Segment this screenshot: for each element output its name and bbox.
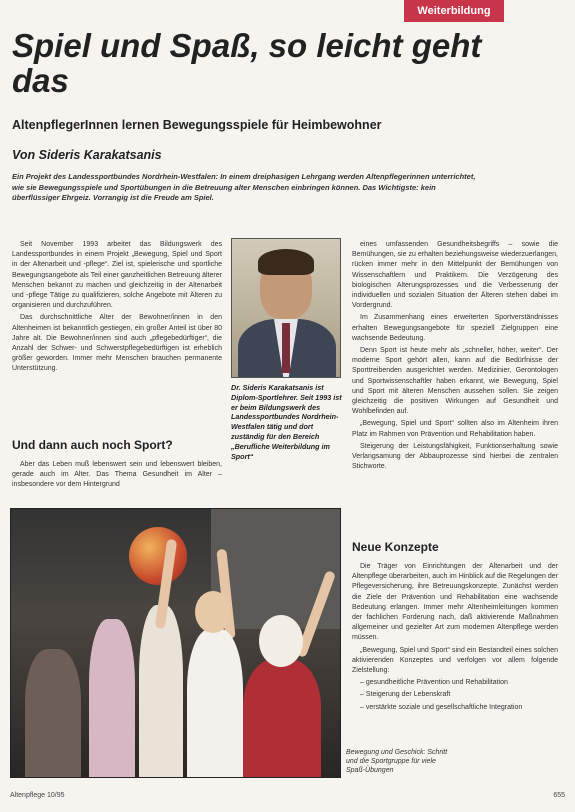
paragraph: eines umfassenden Gesundheitsbegriffs – sowie die Bemühungen, sie zu erhalten beziehungsweise wiederzuerlangen, rücken immer mehr in den Mittelpunkt der Bemühungen von Wissenschaftlern und Praktikern. Die Verzögerung des biologischen Alterungsprozesses und die Verbesserung der individuellen und sozialen Situation der Älteren stehen dabei im Vordergrund.: [352, 241, 558, 310]
column-right: [352, 240, 558, 474]
paragraph: Das durchschnittliche Alter der Bewohner/innen in den Altenheimen ist bekanntlich gestiegen, ein großer Anteil ist über 80 Jahre alt. Die Bewohner/innen sind auch „pflegebedürftiger“, die Anzahl der Schwer- und Schwerstpflegebedürftigen ist erheblich größer geworden. Immer mehr Menschen brauchen permanente Unterstützung.: [12, 314, 222, 373]
paragraph: Seit November 1993 arbeitet das Bildungswerk des Landessportbundes in einem Projekt „Bewegung, Spiel und Sport in der Altenarbeit und -pflege“. Ziel ist, spielerische und sportliche Bewegungsangebote als Teil einer ganzheitlichen Betreuung älterer Menschen bekannt zu machen und gleichzeitig in der Altenarbeit und -pflege Tätige zu qualifizieren, solche Angebote mit Älteren zu organisieren und durchzuführen.: [12, 241, 222, 310]
corner-bar: [504, 0, 575, 22]
photo-head: [195, 591, 231, 633]
paragraph: Aber das Leben muß lebenswert sein und lebenswert bleiben, gerade auch im Alter. Das Thema Gesundheit im Alter – insbesondere vor dem Hintergrund: [12, 461, 222, 489]
photo-person: [243, 659, 321, 778]
list-item: – verstärkte soziale und gesellschaftliche Integration: [360, 703, 523, 711]
photo-head: [259, 615, 303, 667]
paragraph: Die Träger von Einrichtungen der Altenarbeit und der Altenpflege überarbeiten, auch im Hinblick auf die Regelungen der Pflegeversicherung, ihre Betreuungskonzepte. Zunächst werden die Ziele der Prävention und Rehabilitation eine wachsende Bedeutung erlangen. Immer mehr Altenheimleitungen kommen der fachlichen Forderung nach, daß aktivierende Maßnahmen allgemeiner und gezielter Art zum modernen Altenpflege werden müssen.: [352, 563, 558, 642]
paragraph: „Bewegung, Spiel und Sport“ sollten also im Altenheim ihren Platz im Rahmen von Prävention und Rehabilitation haben.: [352, 420, 558, 438]
column-right-continued: [352, 562, 558, 715]
portrait-tie: [282, 323, 290, 373]
headline: Spiel und Spaß, so leicht geht das: [12, 27, 482, 99]
photo-ball: [129, 527, 187, 585]
subheadline: AltenpflegerInnen lernen Bewegungsspiele für Heimbewohner: [12, 118, 382, 132]
column-left-continued: [12, 460, 222, 493]
list-item: – gesundheitliche Prävention und Rehabilitation: [360, 679, 508, 687]
photo-person: [187, 629, 243, 778]
section-heading-konzepte: Neue Konzepte: [352, 540, 439, 554]
section-tab: Weiterbildung: [404, 0, 504, 22]
byline: Von Sideris Karakatsanis: [12, 148, 162, 162]
paragraph: „Bewegung, Spiel und Sport“ sind ein Bestandteil eines solchen aktivierenden Konzeptes und verfolgen vor allem folgende Zielstellung:: [352, 646, 558, 675]
page-number: 655: [553, 792, 565, 799]
photo-person: [25, 649, 81, 778]
paragraph: Denn Sport ist heute mehr als „schneller, höher, weiter“. Der moderne Sport gehört allen, kann auf die Bedürfnisse der Sporttreibenden ausgerichtet werden. Medizinier, Gerontologen und Sportwissenschaftler haben erkannt, wie Bewegung, Spiel und Sport mit älteren Menschen aussehen sollen. Sie zeigen gleichzeitig die positiven Wirkungen auf Gesundheit und Wohlbefinden auf.: [352, 347, 558, 416]
photo-person: [139, 605, 183, 778]
section-heading-sport: Und dann auch noch Sport?: [12, 438, 173, 452]
list-item: – Steigerung der Lebenskraft: [360, 691, 451, 699]
teaser: Ein Projekt des Landessportbundes Nordrhein-Westfalen: In einem dreiphasigen Lehrgang werden Altenpflegerinnen unterrichtet, wie sie Bewegungsspiele und Sportübungen in die Betreuung alter Menschen einbringen können. Das Wichtigste: kein überflüssiger Ehrgeiz. Vorrangig ist die Freude am Spiel.: [12, 172, 476, 202]
photo-caption: Bewegung und Geschick: Schritt und die Sportgruppe für viele Spaß-Übungen: [346, 749, 448, 774]
author-caption: Dr. Sideris Karakatsanis ist Diplom-Sportlehrer. Seit 1993 ist er beim Bildungswerk des Landessportbundes Nordrhein-Westfalen tätig und dort zuständig für den Bereich „Berufliche Weiterbildung im Sport“: [231, 383, 342, 461]
exercise-group-photo: [10, 508, 341, 778]
photo-person: [89, 619, 135, 778]
author-portrait: [231, 238, 341, 378]
portrait-hair: [258, 249, 314, 275]
paragraph: Steigerung der Leistungsfähigkeit, Funktionserhaltung sowie Verlangsamung der Abbauprozesse sind hierbei die zentralen Stichworte.: [352, 442, 558, 471]
footer-issue: Altenpflege 10/95: [10, 792, 65, 799]
column-left: [12, 240, 222, 377]
paragraph: Im Zusammenhang eines erweiterten Sportverständnisses erhalten Bewegungsangebote für speziell Zielgruppen eine wachsende Bedeutung.: [352, 314, 558, 342]
